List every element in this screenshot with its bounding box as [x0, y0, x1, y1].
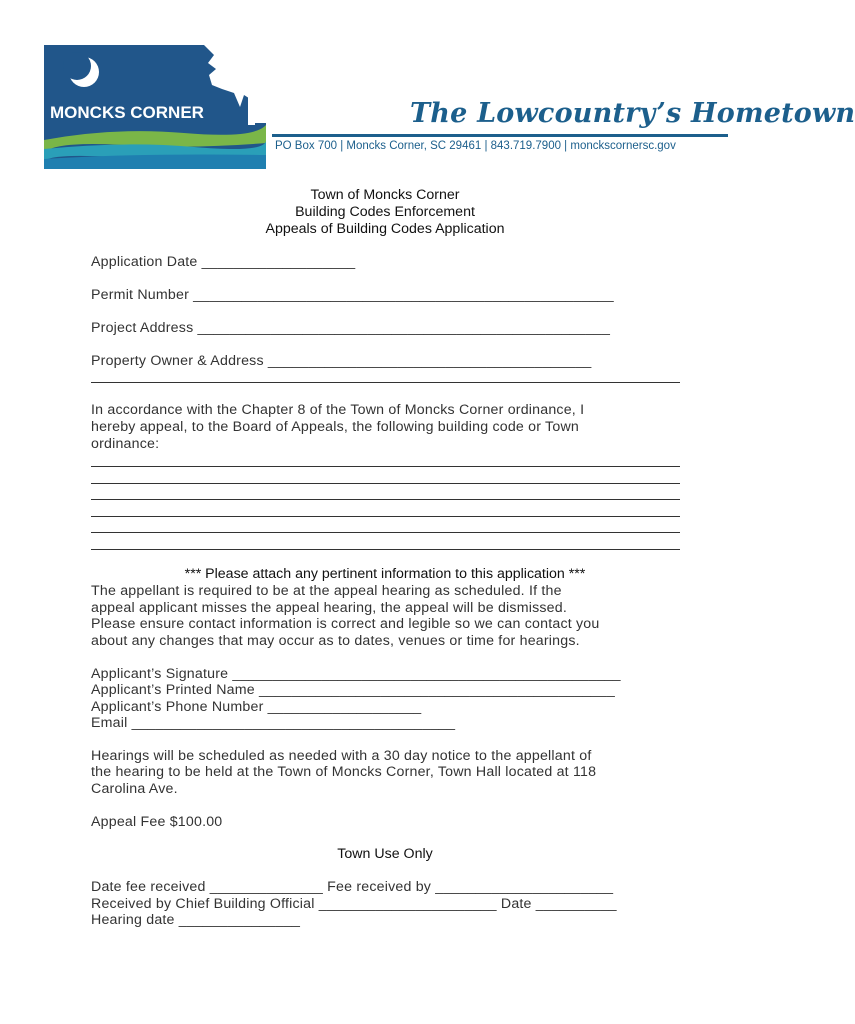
tagline: The Lowcountry’s Hometown [410, 98, 855, 129]
hearings-line-2: the hearing to be held at the Town of Moncks Corner, Town Hall located at 118 [91, 764, 597, 780]
appeal-blank-4[interactable] [91, 516, 680, 517]
town-use-line-1[interactable]: Date fee received ______________ Fee received by ______________________ [91, 879, 614, 895]
property-owner-blank[interactable] [91, 382, 680, 383]
appeal-line-1: In accordance with the Chapter 8 of the Town of Moncks Corner ordinance, I [91, 402, 585, 418]
notice-line-3: Please ensure contact information is correct and legible so we can contact you [91, 616, 600, 632]
notice-line-4: about any changes that may occur as to dates, venues or time for hearings. [91, 633, 580, 649]
applicant-phone-field[interactable]: Applicant’s Phone Number ___________________ [91, 699, 422, 715]
town-use-line-3[interactable]: Hearing date _______________ [91, 912, 301, 928]
attach-notice: *** Please attach any pertinent information to this application *** [184, 566, 586, 582]
title-line-3: Appeals of Building Codes Application [265, 221, 505, 237]
header-rule [272, 134, 728, 137]
hearings-line-3: Carolina Ave. [91, 781, 178, 797]
appeal-blank-2[interactable] [91, 483, 680, 484]
appeal-blank-3[interactable] [91, 499, 680, 500]
applicant-printed-name-field[interactable]: Applicant’s Printed Name ____________________________________________ [91, 682, 615, 698]
appeal-line-3: ordinance: [91, 436, 160, 452]
appeal-fee: Appeal Fee $100.00 [91, 814, 223, 830]
town-use-heading: Town Use Only [337, 846, 433, 862]
appeal-blank-6[interactable] [91, 549, 680, 550]
permit-number-field[interactable]: Permit Number ____________________________________________________ [91, 287, 614, 303]
town-use-line-2[interactable]: Received by Chief Building Official ______________________ Date __________ [91, 896, 617, 912]
project-address-field[interactable]: Project Address ___________________________________________________ [91, 320, 611, 336]
hearings-line-1: Hearings will be scheduled as needed with a 30 day notice to the appellant of [91, 748, 592, 764]
logo-text: MONCKS CORNER [50, 103, 204, 122]
notice-line-2: appeal applicant misses the appeal hearing, the appeal will be dismissed. [91, 600, 567, 616]
appeal-blank-5[interactable] [91, 532, 680, 533]
moncks-corner-logo [44, 45, 266, 169]
applicant-signature-field[interactable]: Applicant’s Signature ________________________________________________ [91, 666, 621, 682]
title-line-2: Building Codes Enforcement [295, 204, 475, 220]
appeal-line-2: hereby appeal, to the Board of Appeals, the following building code or Town [91, 419, 579, 435]
applicant-email-field[interactable]: Email ________________________________________ [91, 715, 456, 731]
property-owner-field[interactable]: Property Owner & Address ________________________________________ [91, 353, 592, 369]
title-line-1: Town of Moncks Corner [310, 187, 460, 203]
contact-info: PO Box 700 | Moncks Corner, SC 29461 | 843.719.7900 | monckscornersc.gov [275, 140, 676, 152]
appeal-blank-1[interactable] [91, 466, 680, 467]
application-date-field[interactable]: Application Date ___________________ [91, 254, 356, 270]
notice-line-1: The appellant is required to be at the appeal hearing as scheduled. If the [91, 583, 562, 599]
